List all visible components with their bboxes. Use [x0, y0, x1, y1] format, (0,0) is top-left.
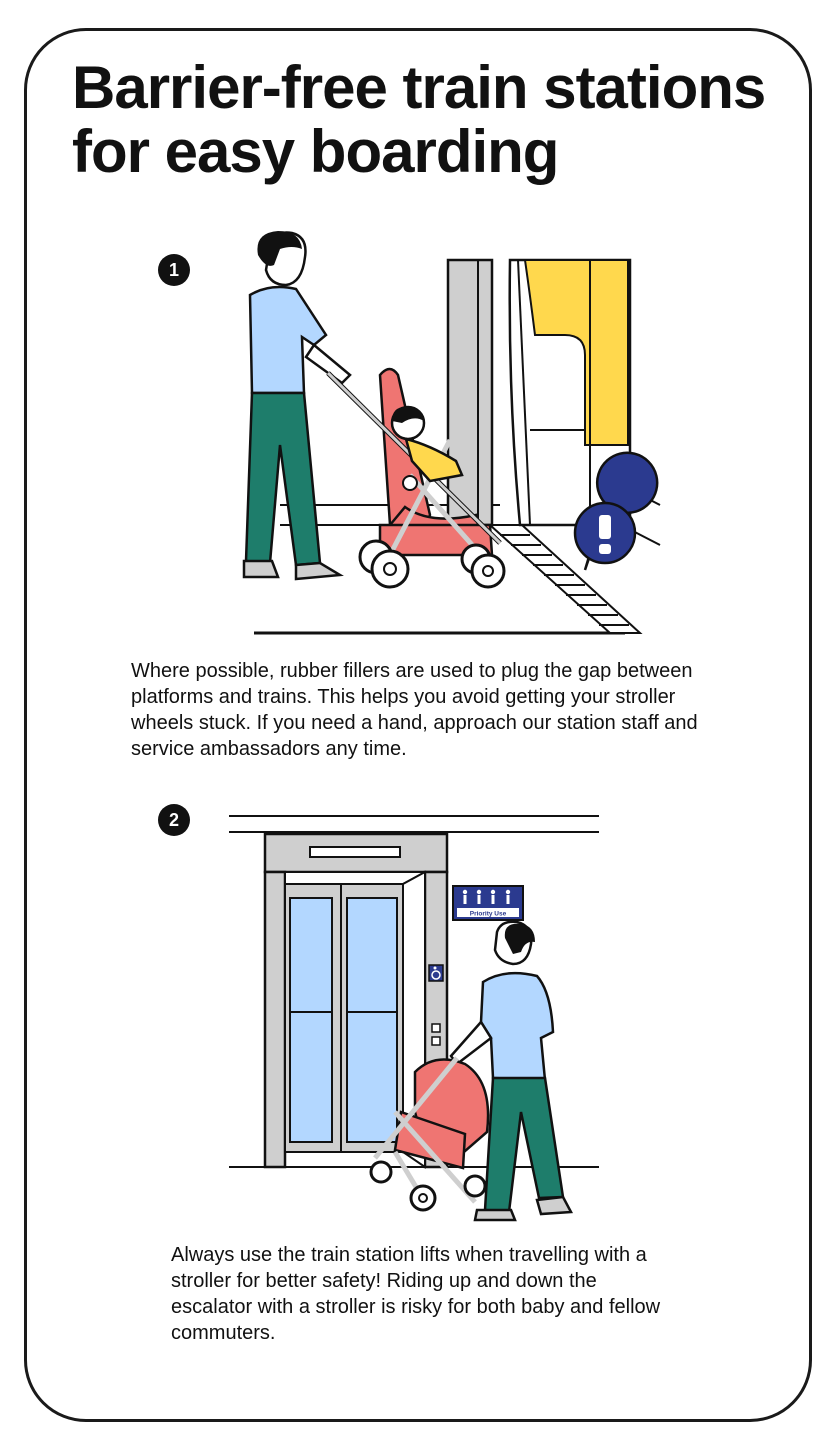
- step-1-illustration: [230, 225, 650, 645]
- wheelchair-icon: [429, 965, 443, 981]
- parent-figure: [244, 231, 350, 579]
- priority-use-sign: [453, 886, 523, 920]
- priority-sign-label: Priority Use: [469, 910, 507, 918]
- step-2-badge: 2: [158, 804, 190, 836]
- step-1-caption: Where possible, rubber fillers are used to plug the gap between platforms and trains. This helps you avoid getting your stroller wheels stuck. If you need a hand, approach our station staff and service ambassadors any time.: [131, 660, 698, 760]
- step-1-badge: 1: [158, 254, 190, 286]
- page-title: Barrier-free train stations for easy boarding: [72, 54, 766, 185]
- step-2-illustration: [225, 812, 605, 1222]
- step-2-caption: Always use the train station lifts when travelling with a stroller for better safety! Riding up and down the escalator with a stroller is risky for both baby and fellow commuters.: [171, 1244, 661, 1344]
